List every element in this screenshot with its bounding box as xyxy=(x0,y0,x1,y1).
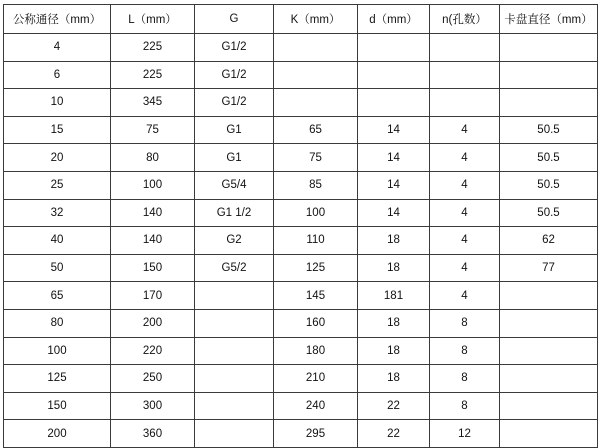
cell-chuck-diameter xyxy=(500,309,598,337)
cell-thread xyxy=(195,392,274,420)
column-header-d: d（mm） xyxy=(358,5,430,34)
cell-nominal-diameter: 150 xyxy=(4,392,111,420)
cell-d: 181 xyxy=(358,282,430,310)
cell-length: 140 xyxy=(111,199,195,227)
cell-length: 80 xyxy=(111,144,195,172)
cell-k: 85 xyxy=(274,171,358,199)
cell-chuck-diameter xyxy=(500,392,598,420)
table-row xyxy=(4,227,598,255)
table-header-row xyxy=(4,5,598,34)
cell-hole-count: 4 xyxy=(430,199,500,227)
cell-nominal-diameter: 10 xyxy=(4,89,111,117)
cell-thread xyxy=(195,365,274,393)
cell-chuck-diameter: 62 xyxy=(500,227,598,255)
cell-hole-count: 8 xyxy=(430,309,500,337)
cell-chuck-diameter: 50.5 xyxy=(500,144,598,172)
cell-thread xyxy=(195,309,274,337)
table-row xyxy=(4,61,598,89)
cell-chuck-diameter: 77 xyxy=(500,254,598,282)
cell-thread: G2 xyxy=(195,227,274,255)
table-row xyxy=(4,116,598,144)
cell-d: 18 xyxy=(358,254,430,282)
cell-nominal-diameter: 65 xyxy=(4,282,111,310)
cell-length: 300 xyxy=(111,392,195,420)
cell-chuck-diameter xyxy=(500,365,598,393)
table-body xyxy=(4,34,598,448)
cell-thread: G1 1/2 xyxy=(195,199,274,227)
table-header xyxy=(4,5,598,34)
cell-k: 210 xyxy=(274,365,358,393)
table-row xyxy=(4,89,598,117)
cell-nominal-diameter: 80 xyxy=(4,309,111,337)
cell-length: 140 xyxy=(111,227,195,255)
cell-k xyxy=(274,89,358,117)
cell-thread: G5/2 xyxy=(195,254,274,282)
table-row xyxy=(4,254,598,282)
table-row xyxy=(4,392,598,420)
cell-k: 160 xyxy=(274,309,358,337)
table-row xyxy=(4,144,598,172)
cell-nominal-diameter: 15 xyxy=(4,116,111,144)
cell-length: 360 xyxy=(111,420,195,448)
cell-k: 75 xyxy=(274,144,358,172)
cell-d: 18 xyxy=(358,309,430,337)
cell-k xyxy=(274,34,358,62)
cell-d: 18 xyxy=(358,227,430,255)
cell-nominal-diameter: 200 xyxy=(4,420,111,448)
cell-length: 75 xyxy=(111,116,195,144)
cell-thread: G1/2 xyxy=(195,89,274,117)
cell-d: 14 xyxy=(358,116,430,144)
cell-d xyxy=(358,61,430,89)
table-row xyxy=(4,309,598,337)
cell-k: 110 xyxy=(274,227,358,255)
cell-nominal-diameter: 50 xyxy=(4,254,111,282)
cell-hole-count: 8 xyxy=(430,365,500,393)
cell-d: 18 xyxy=(358,337,430,365)
cell-chuck-diameter xyxy=(500,337,598,365)
cell-length: 200 xyxy=(111,309,195,337)
cell-chuck-diameter: 50.5 xyxy=(500,116,598,144)
cell-length: 150 xyxy=(111,254,195,282)
cell-nominal-diameter: 4 xyxy=(4,34,111,62)
cell-thread: G5/4 xyxy=(195,171,274,199)
cell-k: 100 xyxy=(274,199,358,227)
cell-chuck-diameter xyxy=(500,420,598,448)
cell-length: 345 xyxy=(111,89,195,117)
cell-chuck-diameter: 50.5 xyxy=(500,171,598,199)
cell-hole-count: 4 xyxy=(430,144,500,172)
cell-hole-count: 8 xyxy=(430,337,500,365)
cell-thread: G1/2 xyxy=(195,34,274,62)
cell-hole-count xyxy=(430,61,500,89)
cell-chuck-diameter xyxy=(500,61,598,89)
cell-hole-count: 12 xyxy=(430,420,500,448)
cell-d: 14 xyxy=(358,171,430,199)
cell-d: 14 xyxy=(358,199,430,227)
cell-length: 225 xyxy=(111,34,195,62)
cell-hole-count xyxy=(430,89,500,117)
table-row xyxy=(4,420,598,448)
cell-thread: G1 xyxy=(195,144,274,172)
cell-k: 65 xyxy=(274,116,358,144)
cell-d: 22 xyxy=(358,392,430,420)
cell-hole-count xyxy=(430,34,500,62)
table-row xyxy=(4,171,598,199)
column-header-chuck-diameter: 卡盘直径（mm） xyxy=(500,5,598,34)
cell-chuck-diameter xyxy=(500,282,598,310)
cell-nominal-diameter: 125 xyxy=(4,365,111,393)
cell-nominal-diameter: 25 xyxy=(4,171,111,199)
cell-length: 225 xyxy=(111,61,195,89)
cell-d: 14 xyxy=(358,144,430,172)
cell-d: 22 xyxy=(358,420,430,448)
column-header-nominal-diameter: 公称通径（mm） xyxy=(4,5,111,34)
cell-hole-count: 4 xyxy=(430,227,500,255)
cell-hole-count: 8 xyxy=(430,392,500,420)
cell-k: 180 xyxy=(274,337,358,365)
cell-nominal-diameter: 40 xyxy=(4,227,111,255)
cell-nominal-diameter: 100 xyxy=(4,337,111,365)
cell-d xyxy=(358,89,430,117)
cell-hole-count: 4 xyxy=(430,254,500,282)
cell-thread xyxy=(195,420,274,448)
cell-thread: G1 xyxy=(195,116,274,144)
cell-length: 220 xyxy=(111,337,195,365)
cell-k: 240 xyxy=(274,392,358,420)
column-header-k: K（mm） xyxy=(274,5,358,34)
column-header-length: L（mm） xyxy=(111,5,195,34)
cell-d: 18 xyxy=(358,365,430,393)
cell-length: 170 xyxy=(111,282,195,310)
cell-hole-count: 4 xyxy=(430,171,500,199)
cell-k: 125 xyxy=(274,254,358,282)
cell-thread xyxy=(195,282,274,310)
table-row xyxy=(4,337,598,365)
cell-chuck-diameter xyxy=(500,89,598,117)
cell-nominal-diameter: 6 xyxy=(4,61,111,89)
cell-hole-count: 4 xyxy=(430,116,500,144)
cell-length: 100 xyxy=(111,171,195,199)
cell-thread: G1/2 xyxy=(195,61,274,89)
cell-chuck-diameter xyxy=(500,34,598,62)
cell-hole-count: 4 xyxy=(430,282,500,310)
cell-k: 295 xyxy=(274,420,358,448)
cell-chuck-diameter: 50.5 xyxy=(500,199,598,227)
table-row xyxy=(4,365,598,393)
table-row xyxy=(4,34,598,62)
cell-d xyxy=(358,34,430,62)
column-header-thread: G xyxy=(195,5,274,34)
specification-table xyxy=(3,4,598,448)
table-row xyxy=(4,199,598,227)
cell-nominal-diameter: 20 xyxy=(4,144,111,172)
cell-thread xyxy=(195,337,274,365)
table-row xyxy=(4,282,598,310)
cell-k xyxy=(274,61,358,89)
column-header-hole-count: n(孔数） xyxy=(430,5,500,34)
cell-nominal-diameter: 32 xyxy=(4,199,111,227)
cell-k: 145 xyxy=(274,282,358,310)
cell-length: 250 xyxy=(111,365,195,393)
